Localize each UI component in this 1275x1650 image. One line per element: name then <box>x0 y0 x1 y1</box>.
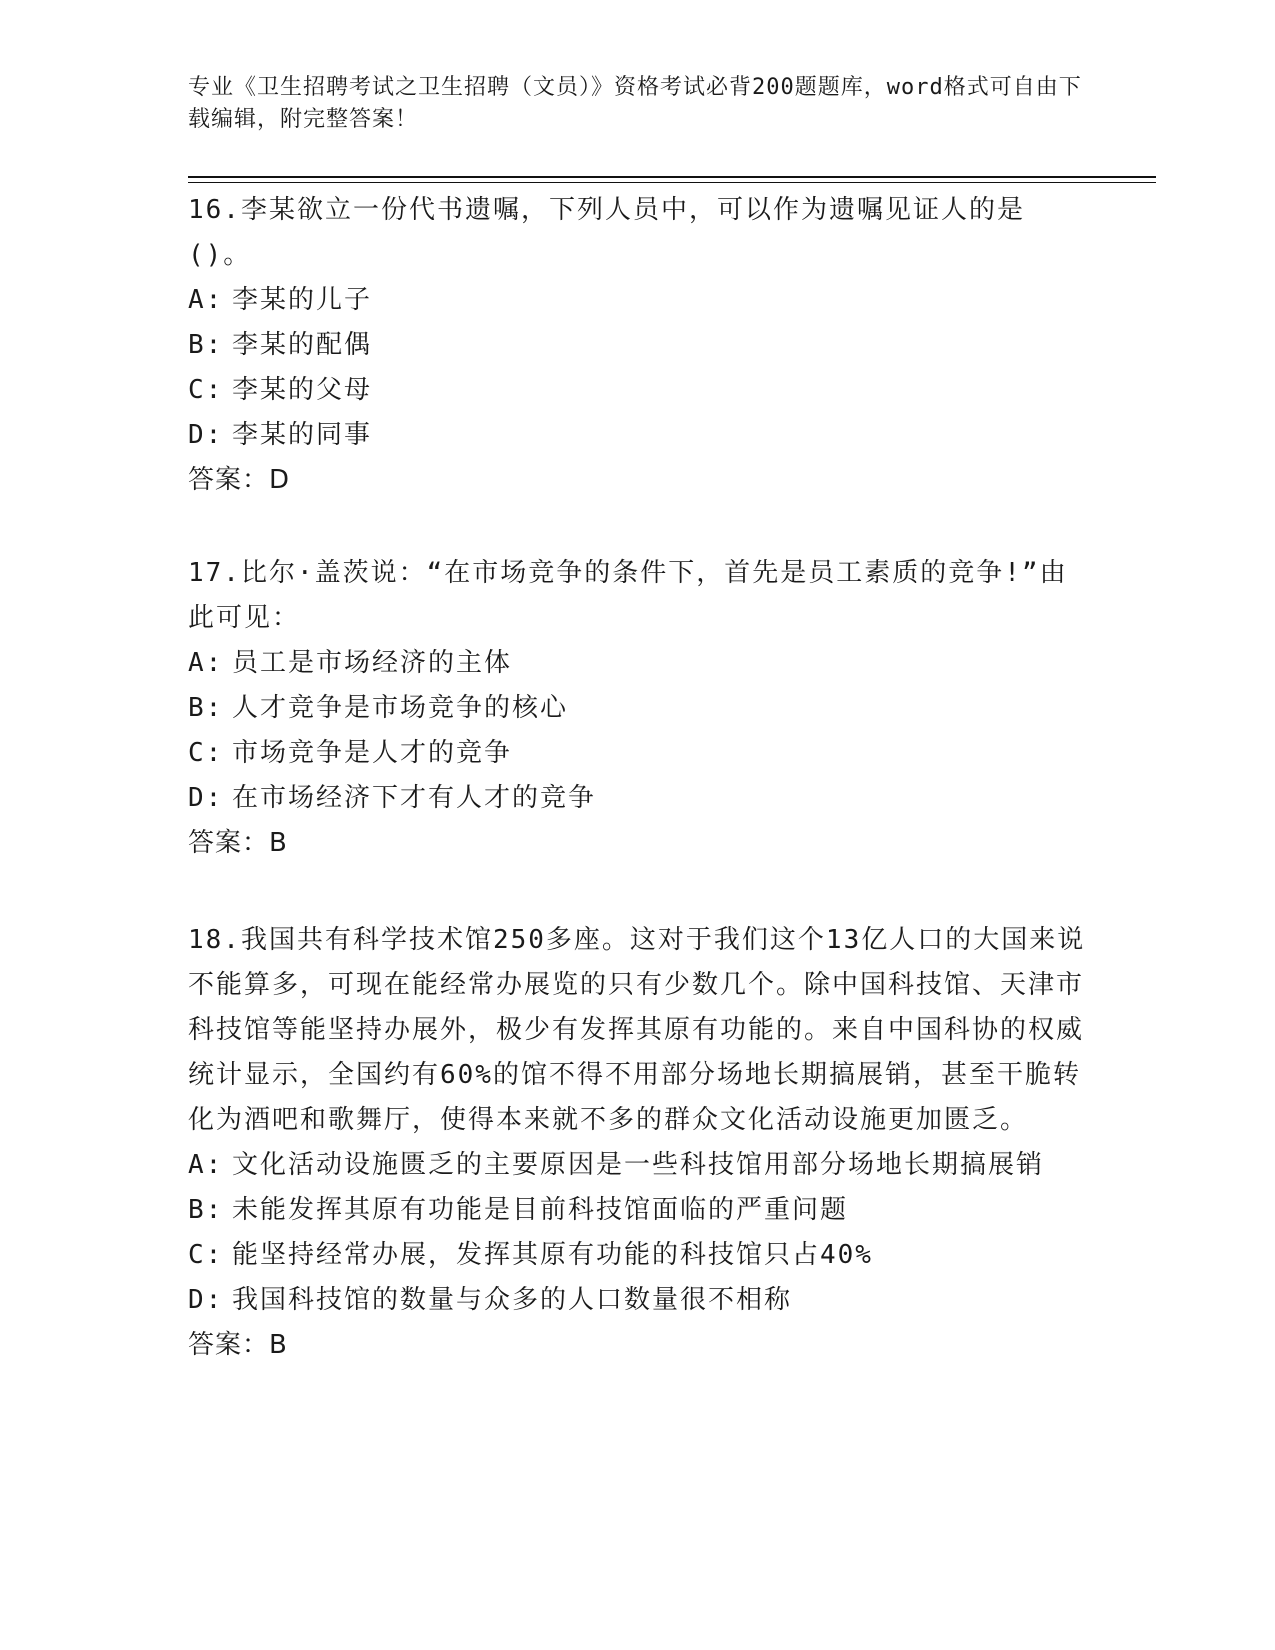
question-stem: 17.比尔·盖茨说：“在市场竞争的条件下，首先是员工素质的竞争!”由此可见： <box>188 558 1068 633</box>
option-text: 在市场经济下才有人才的竞争 <box>232 783 597 813</box>
option-key: C: <box>188 738 224 768</box>
option-text: 能坚持经常办展，发挥其原有功能的科技馆只占40% <box>232 1240 873 1270</box>
option-key: D: <box>188 783 224 813</box>
option-text: 员工是市场经济的主体 <box>232 648 513 678</box>
option-key: A: <box>188 1150 224 1180</box>
option-c <box>188 1233 1088 1278</box>
option-key: B: <box>188 330 224 360</box>
option-d <box>188 413 1088 458</box>
option-key: D: <box>188 1285 224 1315</box>
option-text: 文化活动设施匮乏的主要原因是一些科技馆用部分场地长期搞展销 <box>232 1150 1045 1180</box>
option-b <box>188 686 1088 731</box>
option-a <box>188 641 1088 686</box>
question-16 <box>188 188 1088 503</box>
question-stem: 18.我国共有科学技术馆250多座。这对于我们这个13亿人口的大国来说不能算多，可现在能经常办展览的只有少数几个。除中国科技馆、天津市科技馆等能坚持办展外，极少有发挥其原有功能的。来自中国科协的权威统计显示，全国约有60%的馆不得不用部分场地长期搞展销，甚至干脆转化为酒吧和歌舞厅，使得本来就不多的群众文化活动设施更加匮乏。 <box>188 925 1086 1135</box>
option-text: 李某的配偶 <box>232 330 373 360</box>
option-key: C: <box>188 375 224 405</box>
option-text: 李某的父母 <box>232 375 373 405</box>
header-divider-thin <box>188 182 1156 183</box>
option-c <box>188 731 1088 776</box>
option-a <box>188 1143 1088 1188</box>
option-key: B: <box>188 1195 224 1225</box>
option-text: 李某的同事 <box>232 420 373 450</box>
header-divider-thick <box>188 176 1156 178</box>
question-stem: 16.李某欲立一份代书遗嘱，下列人员中，可以作为遗嘱见证人的是()。 <box>188 195 1025 270</box>
option-key: B: <box>188 693 224 723</box>
document-header: 专业《卫生招聘考试之卫生招聘（文员）》资格考试必背200题题库，word格式可自由下载编辑，附完整答案！ <box>188 75 1082 132</box>
option-text: 人才竞争是市场竞争的核心 <box>232 693 569 723</box>
option-key: A: <box>188 285 224 315</box>
option-c <box>188 368 1088 413</box>
question-17 <box>188 551 1088 866</box>
option-d <box>188 776 1088 821</box>
option-a <box>188 278 1088 323</box>
answer-line: 答案：B <box>188 828 288 858</box>
question-18 <box>188 918 1088 1368</box>
answer-line: 答案：D <box>188 465 291 495</box>
option-key: D: <box>188 420 224 450</box>
option-b <box>188 323 1088 368</box>
option-text: 李某的儿子 <box>232 285 373 315</box>
option-text: 我国科技馆的数量与众多的人口数量很不相称 <box>232 1285 793 1315</box>
option-key: A: <box>188 648 224 678</box>
option-d <box>188 1278 1088 1323</box>
answer-line: 答案：B <box>188 1330 288 1360</box>
option-key: C: <box>188 1240 224 1270</box>
option-text: 未能发挥其原有功能是目前科技馆面临的严重问题 <box>232 1195 849 1225</box>
option-b <box>188 1188 1088 1233</box>
option-text: 市场竞争是人才的竞争 <box>232 738 513 768</box>
